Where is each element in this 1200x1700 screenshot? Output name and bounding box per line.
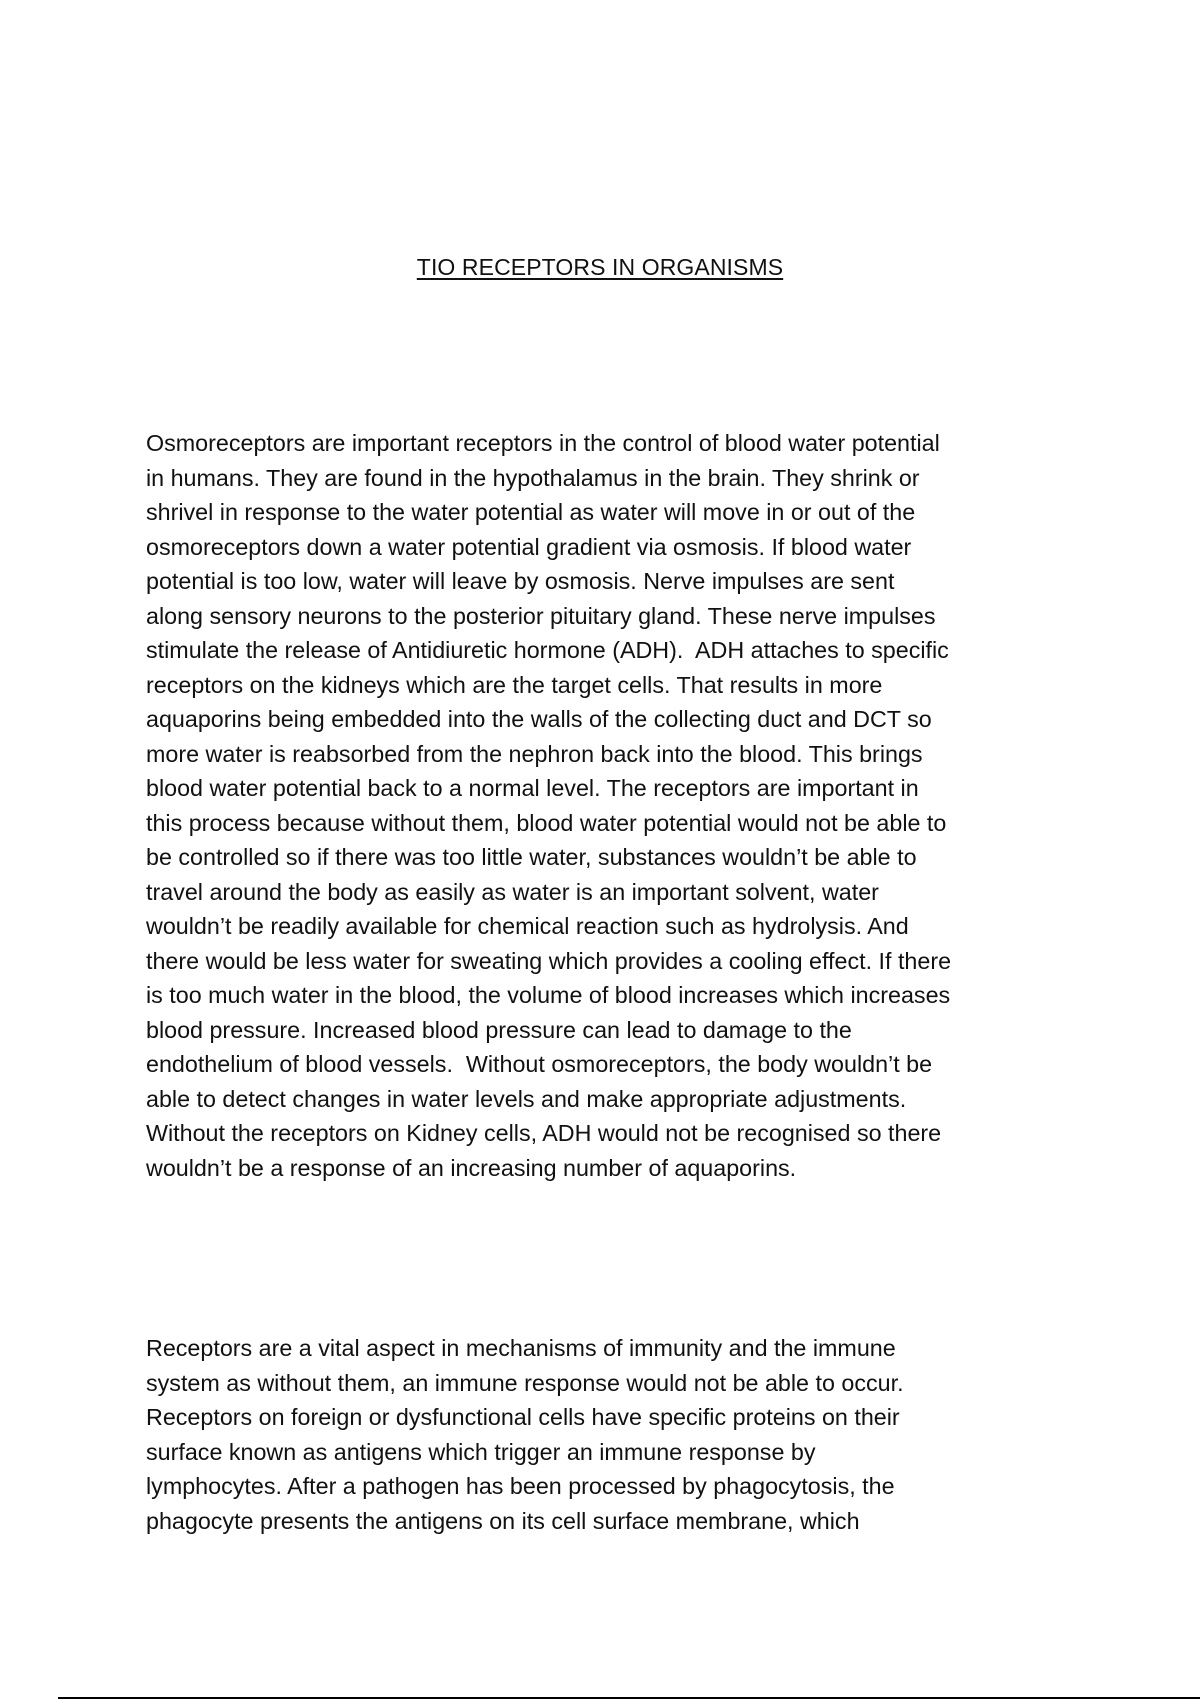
text-line: blood water potential back to a normal level. The receptors are important in — [146, 775, 919, 801]
text-line: along sensory neurons to the posterior pituitary gland. These nerve impulses — [146, 602, 936, 629]
text-line: surface known as antigens which trigger an immune response by — [146, 1438, 816, 1465]
text-line: system as without them, an immune response would not be able to occur. — [146, 1369, 904, 1396]
paragraph-osmoreceptors — [146, 426, 1076, 1185]
text-line: travel around the body as easily as water is an important solvent, water — [146, 878, 879, 905]
text-line: lymphocytes. After a pathogen has been processed by phagocytosis, the — [146, 1473, 895, 1499]
text-line: potential is too low, water will leave by osmosis. Nerve impulses are sent — [146, 568, 895, 594]
text-line: this process because without them, blood water potential would not be able to — [146, 809, 947, 836]
text-line: is too much water in the blood, the volume of blood increases which increases — [146, 982, 951, 1008]
paragraph-immunity — [146, 1331, 1076, 1538]
text-line: osmoreceptors down a water potential gradient via osmosis. If blood water — [146, 533, 912, 560]
text-line: aquaporins being embedded into the walls of the collecting duct and DCT so — [146, 706, 932, 732]
text-line: there would be less water for sweating which provides a cooling effect. If there — [146, 947, 952, 974]
document-title: TIO RECEPTORS IN ORGANISMS — [416, 254, 784, 280]
text-line: able to detect changes in water levels and make appropriate adjustments. — [146, 1085, 907, 1112]
text-line: Receptors are a vital aspect in mechanisms of immunity and the immune — [146, 1335, 896, 1361]
text-line: receptors on the kidneys which are the target cells. That results in more — [146, 671, 883, 698]
page-bottom-rule — [58, 1697, 1200, 1699]
text-line: be controlled so if there was too little water, substances wouldn’t be able to — [146, 844, 917, 870]
text-line: wouldn’t be a response of an increasing number of aquaporins. — [146, 1154, 797, 1181]
text-line: blood pressure. Increased blood pressure can lead to damage to the — [146, 1016, 852, 1043]
text-line: Osmoreceptors are important receptors in the control of blood water potential — [146, 430, 940, 456]
text-line: phagocyte presents the antigens on its cell surface membrane, which — [146, 1507, 860, 1534]
text-line: stimulate the release of Antidiuretic hormone (ADH). ADH attaches to specific — [146, 637, 949, 663]
text-line: shrivel in response to the water potential as water will move in or out of the — [146, 499, 916, 525]
text-line: endothelium of blood vessels. Without osmoreceptors, the body wouldn’t be — [146, 1051, 933, 1077]
text-line: in humans. They are found in the hypothalamus in the brain. They shrink or — [146, 464, 920, 491]
text-line: Receptors on foreign or dysfunctional cells have specific proteins on their — [146, 1404, 900, 1430]
text-line: more water is reabsorbed from the nephron back into the blood. This brings — [146, 740, 923, 767]
text-line: wouldn’t be readily available for chemical reaction such as hydrolysis. And — [146, 913, 909, 939]
text-line: Without the receptors on Kidney cells, ADH would not be recognised so there — [146, 1120, 942, 1146]
